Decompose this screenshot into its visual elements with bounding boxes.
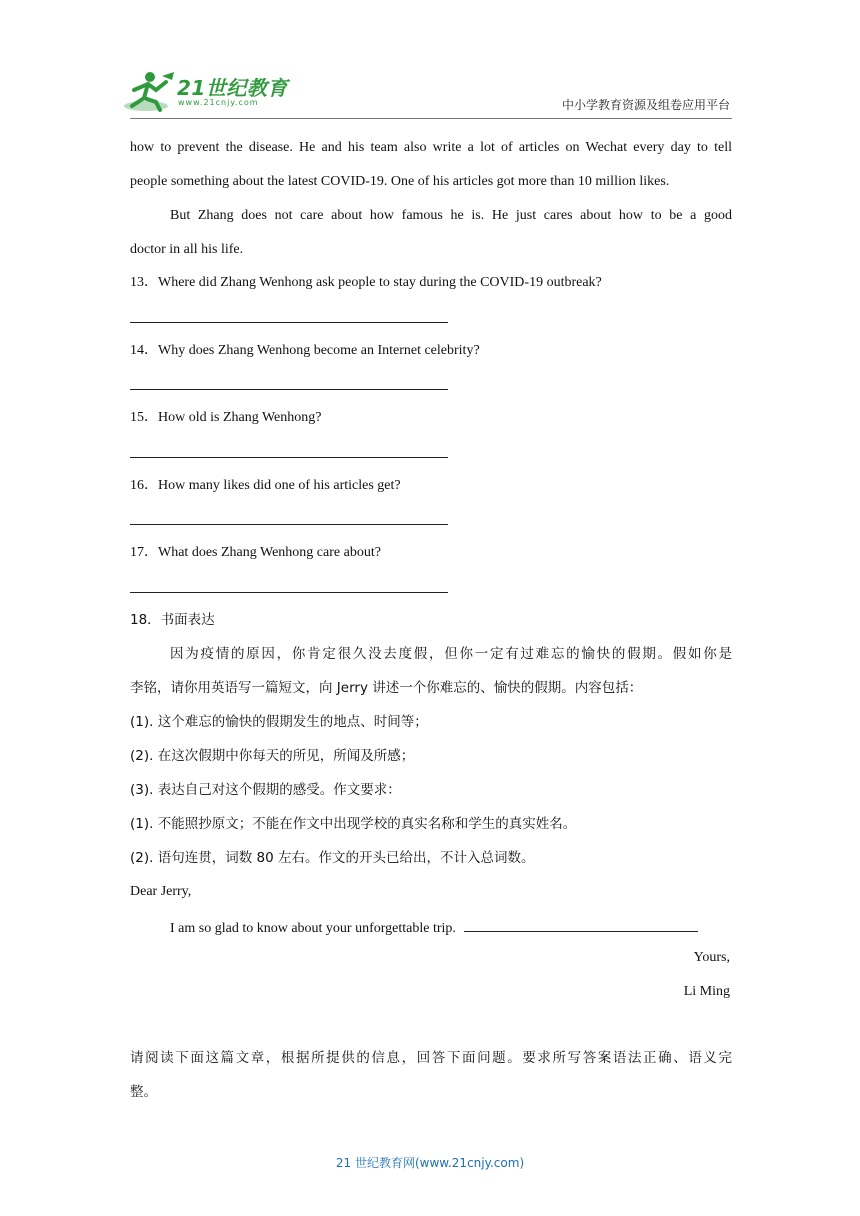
- logo-text: 21世纪教育: [177, 76, 288, 100]
- writing-intro: 因为疫情的原因，你肯定很久没去度假，但你一定有过难忘的愉快的假期。假如你是: [170, 646, 732, 662]
- letter-signature: Li Ming: [683, 984, 730, 999]
- writing-intro: 李铭，请你用英语写一篇短文，向 Jerry 讲述一个你难忘的、愉快的假期。内容包括：: [130, 680, 643, 696]
- question-14: 14．Why does Zhang Wenhong become an Internet celebrity?: [130, 343, 480, 358]
- answer-line-14[interactable]: [130, 389, 448, 390]
- question-16: 16．How many likes did one of his articles get?: [130, 478, 401, 493]
- writing-requirement: (1). 不能照抄原文；不能在作文中出现学校的真实名称和学生的真实姓名。: [130, 816, 577, 832]
- writing-requirement: (3). 表达自己对这个假期的感受。作文要求：: [130, 782, 401, 798]
- question-13: 13．Where did Zhang Wenhong ask people to stay during the COVID-19 outbreak?: [130, 275, 602, 290]
- passage-line: how to prevent the disease. He and his team also write a lot of articles on Wechat every day to tell: [130, 140, 732, 155]
- passage-line: But Zhang does not care about how famous he is. He just cares about how to be a good: [170, 208, 732, 223]
- next-section-instruction: 整。: [130, 1084, 157, 1100]
- logo-url: www.21cnjy.com: [178, 98, 259, 107]
- site-logo: [122, 70, 292, 114]
- question-15: 15．How old is Zhang Wenhong?: [130, 410, 322, 425]
- writing-blank[interactable]: [464, 917, 698, 932]
- writing-requirement: (1). 这个难忘的愉快的假期发生的地点、时间等；: [130, 714, 428, 730]
- letter-salutation: Dear Jerry,: [130, 884, 192, 899]
- answer-line-17[interactable]: [130, 592, 448, 593]
- answer-line-15[interactable]: [130, 457, 448, 458]
- next-section-instruction: 请阅读下面这篇文章，根据所提供的信息，回答下面问题。要求所写答案语法正确、语义完: [130, 1050, 732, 1066]
- answer-line-16[interactable]: [130, 524, 448, 525]
- passage-line: people something about the latest COVID-19. One of his articles got more than 10 million likes.: [130, 174, 670, 189]
- page-footer: 21 世纪教育网(www.21cnjy.com): [335, 1156, 525, 1170]
- question-17: 17．What does Zhang Wenhong care about?: [130, 545, 381, 560]
- writing-title: 18．书面表达: [130, 612, 215, 628]
- letter-opening-line: [170, 917, 698, 938]
- writing-requirement: (2). 语句连贯，词数 80 左右。作文的开头已给出，不计入总词数。: [130, 850, 535, 866]
- letter-closing: Yours,: [693, 950, 730, 965]
- letter-opening: I am so glad to know about your unforgettable trip.: [170, 921, 456, 936]
- answer-line-13[interactable]: [130, 322, 448, 323]
- runner-logo-icon: [122, 70, 178, 114]
- writing-requirement: (2). 在这次假期中你每天的所见，所闻及所感；: [130, 748, 415, 764]
- passage-line: doctor in all his life.: [130, 242, 244, 257]
- header-divider: [130, 118, 732, 119]
- platform-title: 中小学教育资源及组卷应用平台: [561, 98, 730, 112]
